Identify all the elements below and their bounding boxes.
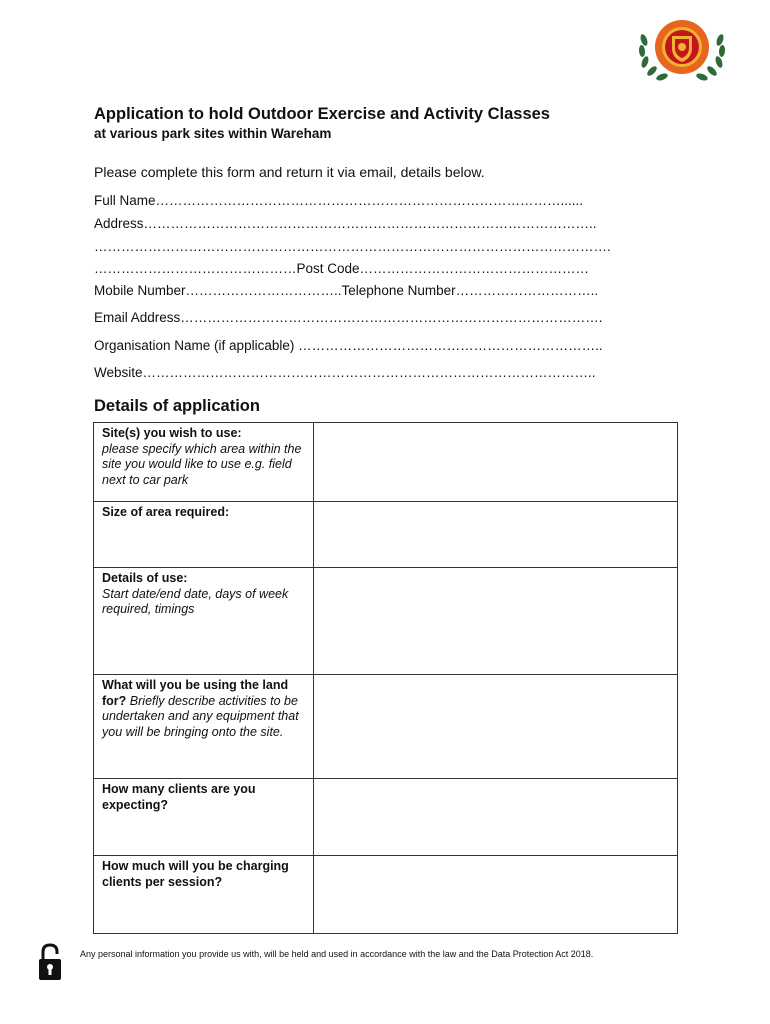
town-crest-icon <box>636 16 728 82</box>
use-details-label <box>94 568 314 675</box>
use-details-label-bold: Details of use: <box>102 571 188 585</box>
table-row <box>94 502 678 568</box>
organisation-field[interactable]: Organisation Name (if applicable) ………………………………………………………….. <box>94 338 603 353</box>
site-label-hint: please specify which area within the site you would like to use e.g. field next to car park <box>102 441 302 487</box>
email-field[interactable]: Email Address…………………………………………………………………………………. <box>94 310 603 325</box>
charge-label <box>94 856 314 934</box>
address-line2-field[interactable]: ……………………………………………………………………………………………………. <box>94 239 611 254</box>
size-label-bold: Size of area required: <box>102 505 230 519</box>
table-row <box>94 423 678 502</box>
table-row <box>94 856 678 934</box>
site-label <box>94 423 314 502</box>
charge-answer[interactable] <box>313 856 677 934</box>
site-answer[interactable] <box>313 423 677 502</box>
table-row <box>94 779 678 856</box>
phone-numbers-field[interactable]: Mobile Number……………………………..Telephone Number………………………….. <box>94 283 599 298</box>
table-row <box>94 675 678 779</box>
table-row <box>94 568 678 675</box>
land-use-label-hint: Briefly describe activities to be undertaken and any equipment that you will be bringing onto the site. <box>102 693 299 739</box>
privacy-notice: Any personal information you provide us with, will be held and used in accordance with the law and the Data Protection Act 2018. <box>80 949 594 959</box>
clients-label <box>94 779 314 856</box>
size-label <box>94 502 314 568</box>
intro-text: Please complete this form and return it via email, details below. <box>94 164 485 180</box>
land-use-label-bold: What will you be using the land for? <box>102 678 289 708</box>
address-field[interactable]: Address……………………………………………………………………………………….. <box>94 216 597 231</box>
postcode-field[interactable]: ………………………………………Post Code…………………………………………… <box>94 261 590 276</box>
details-heading: Details of application <box>94 397 260 415</box>
full-name-field[interactable]: Full Name………………………………………………………………………………...... <box>94 193 584 208</box>
site-label-bold: Site(s) you wish to use: <box>102 426 242 440</box>
land-use-answer[interactable] <box>313 675 677 779</box>
clients-label-bold: How many clients are you expecting? <box>102 782 256 812</box>
page-title: Application to hold Outdoor Exercise and Activity Classes <box>94 105 550 123</box>
size-answer[interactable] <box>313 502 677 568</box>
details-table <box>93 422 678 934</box>
land-use-label <box>94 675 314 779</box>
charge-label-bold: How much will you be charging clients per session? <box>102 859 289 889</box>
clients-answer[interactable] <box>313 779 677 856</box>
use-details-label-hint: Start date/end date, days of week required, timings <box>102 586 289 616</box>
use-details-answer[interactable] <box>313 568 677 675</box>
website-field[interactable]: Website……………………………………………………………………………………….. <box>94 365 596 380</box>
padlock-icon <box>38 942 62 982</box>
page-subtitle: at various park sites within Wareham <box>94 126 332 141</box>
